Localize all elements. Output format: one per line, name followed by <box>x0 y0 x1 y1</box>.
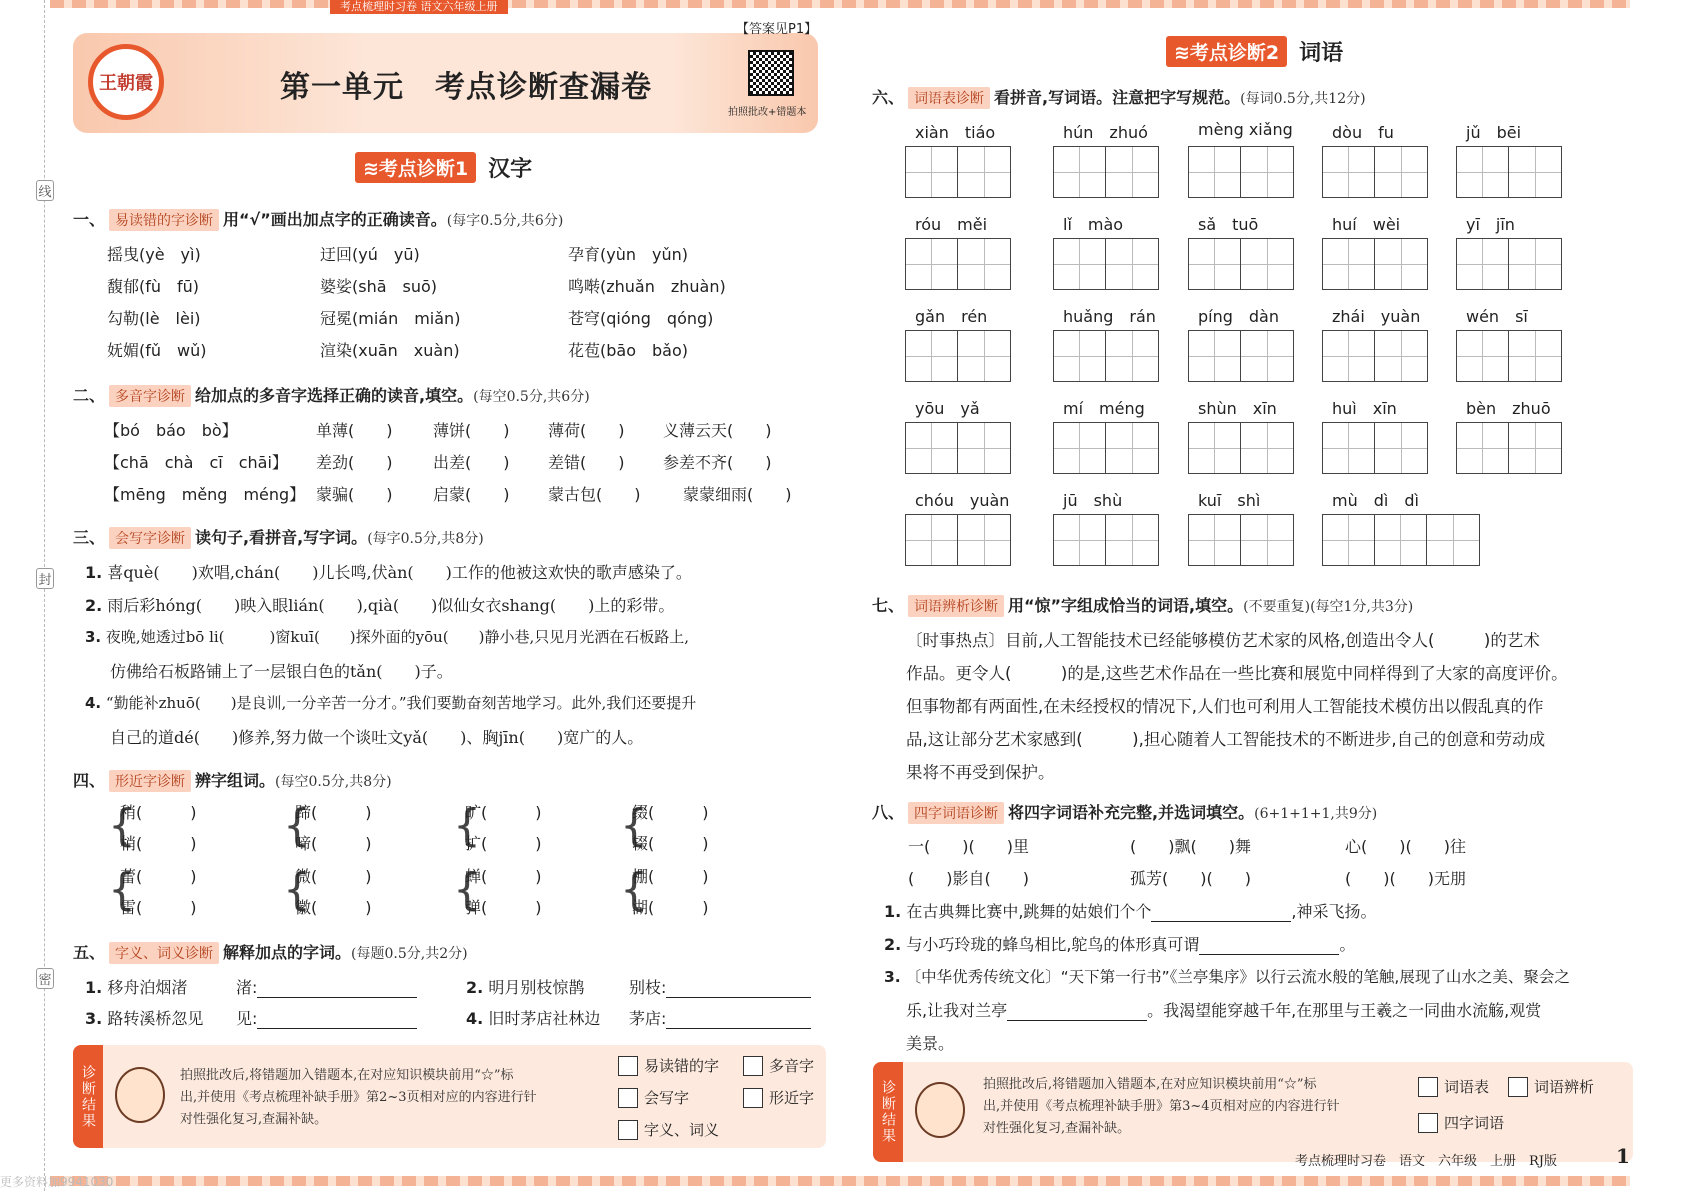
top-banner: 考点梳理时习卷 语文六年级上册 <box>330 0 508 14</box>
grid-cell[interactable] <box>1189 423 1241 473</box>
character-writing-grid[interactable] <box>1456 330 1562 382</box>
q7-paragraph-line: 但事物都有两面性,在未经授权的情况下,人们也可利用人工智能技术模仿出以假乱真的作 <box>906 697 1544 716</box>
pinyin-label: huí wèi <box>1332 215 1401 234</box>
q4-brace: { <box>108 800 136 851</box>
pinyin-label: huì xīn <box>1332 399 1397 418</box>
q8-sentence: 乐,让我对兰亭 。我渴望能穿越千年,在那里与王羲之一同曲水流觞,观赏 <box>906 1001 1542 1020</box>
q8-answer-line[interactable] <box>1151 904 1291 922</box>
pinyin-label: hún zhuó <box>1063 123 1148 142</box>
section1-tag: ≋考点诊断1 <box>355 152 476 183</box>
diagnosis-result-box-left <box>73 1045 826 1148</box>
q7-instruction: 用“惊”字组成恰当的词语,填空。 <box>1008 596 1244 615</box>
q4-item[interactable]: 雷( ) <box>120 898 197 917</box>
grid-cell[interactable] <box>1054 239 1106 289</box>
q3-line: 自己的道dé( )修养,努力做一个谈吐文yǎ( )、胸jīn( )宽广的人。 <box>110 728 644 747</box>
q7-paragraph-line: 作品。更令人( )的是,这些艺术作品在一些比赛和展览中同样得到了大家的高度评价。 <box>906 664 1568 683</box>
q8-idiom-blank[interactable]: ( )飘( )舞 <box>1130 837 1251 856</box>
pinyin-label: píng dàn <box>1198 307 1280 326</box>
brand-logo: 王朝霞 <box>88 44 164 120</box>
q4-item[interactable]: 蝉( ) <box>465 867 542 886</box>
character-writing-grid[interactable] <box>1188 514 1294 566</box>
grid-cell[interactable] <box>1241 331 1293 381</box>
q4-item[interactable]: 啼( ) <box>295 834 372 853</box>
q4-item[interactable]: 缀( ) <box>632 803 709 822</box>
grid-cell[interactable] <box>1457 331 1509 381</box>
q4-label: 形近字诊断 <box>109 770 191 792</box>
pinyin-label: mí méng <box>1063 399 1145 418</box>
q4-item[interactable]: 辍( ) <box>632 834 709 853</box>
q2-blank[interactable]: 差错( ) <box>548 453 625 472</box>
checkbox-item[interactable]: 词语表 <box>1418 1076 1489 1097</box>
pinyin-label: xiàn tiáo <box>915 123 996 142</box>
q8-idiom-blank[interactable]: 一( )( )里 <box>908 837 1029 856</box>
q4-brace: { <box>620 800 648 851</box>
pinyin-label: dòu fu <box>1332 123 1394 142</box>
qr-caption: 拍照批改+错题本 <box>728 107 807 118</box>
q8-score-note: (6+1+1+1,共9分) <box>1254 806 1378 822</box>
q3-line: 3. 夜晚,她透过bō li( )窗kuī( )探外面的yōu( )静小巷,只见月光洒在石板路上, <box>85 628 690 646</box>
q8-header <box>872 800 1377 824</box>
q7-number: 七、 <box>872 596 905 615</box>
q2-header <box>73 383 590 407</box>
q5-answer[interactable]: 茅店: <box>629 1006 811 1029</box>
grid-cell[interactable] <box>1375 423 1427 473</box>
bottom-wave-border <box>50 1176 1630 1186</box>
character-writing-grid[interactable] <box>1322 238 1428 290</box>
grid-cell[interactable] <box>1375 515 1427 565</box>
diagnosis-result-box-right <box>873 1062 1633 1162</box>
pinyin-label: kuī shì <box>1198 491 1261 510</box>
q8-sentence: 2. 与小巧玲珑的蜂鸟相比,鸵鸟的体形真可谓 。 <box>884 935 1356 954</box>
q1-item: 摇曳(yè yì) <box>107 245 201 264</box>
q8-sentence: 1. 在古典舞比赛中,跳舞的姑娘们个个 ,神采飞扬。 <box>884 902 1377 921</box>
character-writing-grid[interactable] <box>1322 514 1480 566</box>
q8-sentence: 3. 〔中华优秀传统文化〕“天下第一行书”《兰亭集序》以行云流水般的笔触,展现了山水之美、聚会之 <box>884 968 1570 986</box>
q8-answer-line[interactable] <box>1199 937 1339 955</box>
pinyin-label: shùn xīn <box>1198 399 1277 418</box>
q8-instruction: 将四字词语补充完整,并选词填空。 <box>1008 803 1255 822</box>
q2-blank[interactable]: 义薄云天( ) <box>663 421 772 440</box>
q4-score-note: (每空0.5分,共8分) <box>275 774 392 790</box>
q2-blank[interactable]: 参差不齐( ) <box>663 453 772 472</box>
q6-number: 六、 <box>872 88 905 107</box>
q8-idiom-blank[interactable]: 心( )( )往 <box>1345 837 1466 856</box>
q7-paragraph-line: 品,这让部分艺术家感到( ),担心随着人工智能技术的不断进步,自己的创意和劳动成 <box>906 730 1546 749</box>
q4-item[interactable]: 湖( ) <box>632 898 709 917</box>
character-writing-grid[interactable] <box>1322 146 1428 198</box>
q3-line: 1. 喜què( )欢唱,chán( )儿长鸣,伏àn( )工作的他被这欢快的歌声感染了。 <box>85 563 692 582</box>
character-writing-grid[interactable] <box>905 514 1011 566</box>
section2-tag: ≋考点诊断2 <box>1166 36 1287 67</box>
pinyin-label: mèng xiǎng <box>1198 120 1293 139</box>
q1-header <box>73 207 563 231</box>
pinyin-label: wén sī <box>1466 307 1528 326</box>
grid-cell[interactable] <box>1189 239 1241 289</box>
section1-heading <box>355 152 532 183</box>
q4-item[interactable]: 稍( ) <box>120 803 197 822</box>
grid-cell[interactable] <box>1241 423 1293 473</box>
q1-label: 易读错的字诊断 <box>109 209 219 231</box>
q4-item[interactable]: 蕾( ) <box>120 867 197 886</box>
student-avatar-icon <box>115 1067 165 1123</box>
q2-options: 【mēng měng méng】 <box>104 485 306 504</box>
character-writing-grid[interactable] <box>905 238 1011 290</box>
q1-item: 婆娑(shā suō) <box>320 277 438 296</box>
q2-blank[interactable]: 蒙古包( ) <box>548 485 641 504</box>
pinyin-label: bèn zhuō <box>1466 399 1551 418</box>
spine-label-seal: 封 <box>36 568 54 589</box>
top-wave-border <box>50 0 1630 8</box>
q5-item: 4. 旧时茅店社林边 <box>466 1009 601 1028</box>
grid-cell[interactable] <box>1375 147 1427 197</box>
answer-reference: 【答案见P1】 <box>736 22 818 37</box>
q4-item[interactable]: 徽( ) <box>295 898 372 917</box>
q5-item: 2. 明月别枝惊鹊 <box>466 978 585 997</box>
q1-item: 渲染(xuān xuàn) <box>320 341 460 360</box>
q6-score-note: (每词0.5分,共12分) <box>1240 91 1366 107</box>
grid-cell[interactable] <box>1509 239 1561 289</box>
q5-item: 3. 路转溪桥忽见 <box>85 1009 204 1028</box>
q2-blank[interactable]: 蒙蒙细雨( ) <box>683 485 792 504</box>
q7-score-note: (不要重复)(每空1分,共3分) <box>1243 599 1414 615</box>
q4-item[interactable]: 扩( ) <box>465 834 542 853</box>
grid-cell[interactable] <box>1509 423 1561 473</box>
q4-header <box>73 768 392 792</box>
grid-cell[interactable] <box>1323 331 1375 381</box>
grid-cell[interactable] <box>958 423 1010 473</box>
spine-label-line: 线 <box>36 180 54 201</box>
page-title: 第一单元 考点诊断查漏卷 <box>280 70 652 105</box>
character-writing-grid[interactable] <box>1053 238 1159 290</box>
q5-label: 字义、词义诊断 <box>109 942 219 964</box>
q4-item[interactable]: 弹( ) <box>465 898 542 917</box>
q1-score-note: (每字0.5分,共6分) <box>446 213 564 229</box>
q2-label: 多音字诊断 <box>109 385 191 407</box>
character-writing-grid[interactable] <box>1322 330 1428 382</box>
q4-instruction: 辨字组词。 <box>195 771 276 790</box>
character-writing-grid[interactable] <box>905 422 1011 474</box>
q5-number: 五、 <box>73 943 106 962</box>
q3-line: 4. “勤能补zhuō( )是良训,一分辛苦一分才。”我们要勤奋刻苦地学习。此外,我们还要提升 <box>85 694 697 712</box>
character-writing-grid[interactable] <box>1053 514 1159 566</box>
q1-instruction: 用“√”画出加点字的正确读音。 <box>223 210 447 229</box>
q4-number: 四、 <box>73 771 106 790</box>
q3-header <box>73 525 484 549</box>
q2-options: 【bó báo bò】 <box>104 421 238 440</box>
grid-cell[interactable] <box>906 423 958 473</box>
q5-instruction: 解释加点的字词。 <box>223 943 352 962</box>
q1-item: 鸣啭(zhuǎn zhuàn) <box>568 277 726 296</box>
page-footer-text: 考点梳理时习卷 语文 六年级 上册 RJ版 <box>1295 1154 1557 1169</box>
grid-cell[interactable] <box>1375 331 1427 381</box>
grid-cell[interactable] <box>1427 515 1479 565</box>
q6-header <box>872 85 1366 109</box>
grid-cell[interactable] <box>1189 515 1241 565</box>
q1-item: 花苞(bāo bǎo) <box>568 341 688 360</box>
section2-title: 词语 <box>1299 41 1344 66</box>
q8-idiom-blank[interactable]: ( )( )无朋 <box>1345 869 1466 888</box>
q4-brace: { <box>283 864 311 915</box>
grid-cell[interactable] <box>958 147 1010 197</box>
grid-cell[interactable] <box>1375 239 1427 289</box>
grid-cell[interactable] <box>1323 239 1375 289</box>
pinyin-label: mù dì dì <box>1332 491 1419 510</box>
character-writing-grid[interactable] <box>1456 146 1562 198</box>
pinyin-label: gǎn rén <box>915 307 988 326</box>
diagnosis-result-label: 诊断结果 <box>73 1045 103 1148</box>
grid-cell[interactable] <box>958 331 1010 381</box>
q7-header <box>872 593 1413 617</box>
grid-cell[interactable] <box>906 239 958 289</box>
q2-blank[interactable]: 差劲( ) <box>316 453 393 472</box>
diagnosis-result-label: 诊断结果 <box>873 1062 903 1162</box>
checkbox-item[interactable]: 会写字 <box>618 1087 689 1108</box>
checkbox-item[interactable]: 词语辨析 <box>1508 1076 1594 1097</box>
q2-blank[interactable]: 单薄( ) <box>316 421 393 440</box>
q1-item: 馥郁(fù fū) <box>107 277 200 296</box>
q2-score-note: (每空0.5分,共6分) <box>473 389 590 405</box>
q8-idiom-blank[interactable]: 孤芳( )( ) <box>1130 869 1251 888</box>
q4-brace: { <box>283 800 311 851</box>
checkbox-item[interactable]: 字义、词义 <box>618 1119 719 1140</box>
q4-brace: { <box>620 864 648 915</box>
grid-cell[interactable] <box>1106 423 1158 473</box>
grid-cell[interactable] <box>1189 331 1241 381</box>
q8-answer-line[interactable] <box>1007 1003 1147 1021</box>
grid-cell[interactable] <box>1106 515 1158 565</box>
q7-paragraph-line: 〔时事热点〕目前,人工智能技术已经能够模仿艺术家的风格,创造出令人( )的艺术 <box>906 631 1540 650</box>
q2-number: 二、 <box>73 386 106 405</box>
q2-options: 【chā chà cī chāi】 <box>104 453 288 472</box>
q1-number: 一、 <box>73 210 106 229</box>
q1-item: 迂回(yú yū) <box>320 245 420 264</box>
checkbox-item[interactable]: 易读错的字 <box>618 1055 719 1076</box>
character-writing-grid[interactable] <box>1188 330 1294 382</box>
q3-label: 会写字诊断 <box>109 527 191 549</box>
section1-title: 汉字 <box>488 157 533 182</box>
q3-number: 三、 <box>73 528 106 547</box>
q6-label: 词语表诊断 <box>908 87 990 109</box>
pinyin-label: jū shù <box>1063 491 1123 510</box>
grid-cell[interactable] <box>1189 147 1241 197</box>
q2-instruction: 给加点的多音字选择正确的读音,填空。 <box>195 386 474 405</box>
q4-item[interactable]: 旷( ) <box>465 803 542 822</box>
grid-cell[interactable] <box>1457 239 1509 289</box>
grid-cell[interactable] <box>1457 147 1509 197</box>
q1-item: 勾勒(lè lèi) <box>107 309 201 328</box>
qr-code-icon[interactable] <box>748 50 794 96</box>
q2-blank[interactable]: 薄荷( ) <box>548 421 625 440</box>
q8-label: 四字词语诊断 <box>908 802 1004 824</box>
character-writing-grid[interactable] <box>1188 146 1294 198</box>
q4-brace: { <box>453 864 481 915</box>
grid-cell[interactable] <box>1457 423 1509 473</box>
character-writing-grid[interactable] <box>1456 422 1562 474</box>
q2-blank[interactable]: 出差( ) <box>433 453 510 472</box>
grid-cell[interactable] <box>1323 423 1375 473</box>
q4-item[interactable]: 梢( ) <box>120 834 197 853</box>
q6-instruction: 看拼音,写词语。注意把字写规范。 <box>994 88 1241 107</box>
grid-cell[interactable] <box>1106 239 1158 289</box>
q3-instruction: 读句子,看拼音,写字词。 <box>195 528 368 547</box>
q3-line: 仿佛给石板路铺上了一层银白色的tǎn( )子。 <box>110 662 453 681</box>
diagnosis-instructions: 拍照批改后,将错题加入错题本,在对应知识模块前用“☆”标 出,并使用《考点梳理补缺手册》第3~4页相对应的内容进行针 对性强化复习,查漏补缺。 <box>983 1077 1340 1136</box>
grid-cell[interactable] <box>958 239 1010 289</box>
pinyin-label: sǎ tuō <box>1198 215 1259 234</box>
q1-item: 冠冕(mián miǎn) <box>320 309 461 328</box>
q4-brace: { <box>108 864 136 915</box>
binding-line <box>44 0 45 1191</box>
q5-header <box>73 940 468 964</box>
character-writing-grid[interactable] <box>905 330 1011 382</box>
q5-answer[interactable]: 见: <box>236 1006 417 1029</box>
q7-paragraph-line: 果将不再受到保护。 <box>906 763 1055 782</box>
character-writing-grid[interactable] <box>1053 422 1159 474</box>
q4-brace: { <box>453 800 481 851</box>
grid-cell[interactable] <box>1054 147 1106 197</box>
character-writing-grid[interactable] <box>1188 238 1294 290</box>
character-writing-grid[interactable] <box>1188 422 1294 474</box>
q5-item: 1. 移舟泊烟渚 <box>85 978 188 997</box>
q5-score-note: (每题0.5分,共2分) <box>351 946 468 962</box>
q1-item: 孕育(yùn yǔn) <box>568 245 688 264</box>
grid-cell[interactable] <box>906 147 958 197</box>
q4-item[interactable]: 棚( ) <box>632 867 709 886</box>
spine-label-secret: 密 <box>36 968 54 989</box>
pinyin-label: yōu yǎ <box>915 399 980 418</box>
student-avatar-icon <box>915 1082 965 1138</box>
pinyin-label: jǔ bēi <box>1466 123 1522 142</box>
q8-sentence: 美景。 <box>906 1034 955 1053</box>
pinyin-label: yī jīn <box>1466 215 1515 234</box>
q8-number: 八、 <box>872 803 905 822</box>
pinyin-label: chóu yuàn <box>915 491 1010 510</box>
q2-blank[interactable]: 蒙骗( ) <box>316 485 393 504</box>
grid-cell[interactable] <box>1323 147 1375 197</box>
q2-blank[interactable]: 启蒙( ) <box>433 485 510 504</box>
character-writing-grid[interactable] <box>1053 330 1159 382</box>
grid-cell[interactable] <box>906 331 958 381</box>
q5-answer[interactable]: 别枝: <box>629 975 811 998</box>
q4-item[interactable]: 蹄( ) <box>295 803 372 822</box>
checkbox-item[interactable]: 四字词语 <box>1418 1112 1504 1133</box>
q5-answer[interactable]: 渚: <box>236 975 417 998</box>
grid-cell[interactable] <box>1241 515 1293 565</box>
grid-cell[interactable] <box>1106 331 1158 381</box>
pinyin-label: huǎng rán <box>1063 307 1156 326</box>
q3-line: 2. 雨后彩hóng( )映入眼lián( ),qià( )似仙女衣shang( )上的彩带。 <box>85 596 675 615</box>
diagnosis-instructions: 拍照批改后,将错题加入错题本,在对应知识模块前用“☆”标 出,并使用《考点梳理补缺手册》第2~3页相对应的内容进行针 对性强化复习,查漏补缺。 <box>180 1068 537 1127</box>
grid-cell[interactable] <box>1241 239 1293 289</box>
character-writing-grid[interactable] <box>905 146 1011 198</box>
pinyin-label: róu měi <box>915 215 988 234</box>
grid-cell[interactable] <box>1054 331 1106 381</box>
checkbox-item[interactable]: 多音字 <box>743 1055 814 1076</box>
watermark: 更多资料加9941030 <box>0 1175 114 1189</box>
section2-heading <box>1166 36 1343 67</box>
grid-cell[interactable] <box>1509 331 1561 381</box>
grid-cell[interactable] <box>1509 147 1561 197</box>
pinyin-label: lǐ mào <box>1063 215 1124 234</box>
grid-cell[interactable] <box>1323 515 1375 565</box>
q3-score-note: (每字0.5分,共8分) <box>367 531 484 547</box>
page-number: 1 <box>1616 1144 1630 1168</box>
grid-cell[interactable] <box>906 515 958 565</box>
checkbox-item[interactable]: 形近字 <box>743 1087 814 1108</box>
grid-cell[interactable] <box>1054 423 1106 473</box>
grid-cell[interactable] <box>1106 147 1158 197</box>
character-writing-grid[interactable] <box>1456 238 1562 290</box>
q1-item: 妩媚(fǔ wǔ) <box>107 341 207 360</box>
character-writing-grid[interactable] <box>1053 146 1159 198</box>
q8-idiom-blank[interactable]: ( )影自( ) <box>908 869 1029 888</box>
character-writing-grid[interactable] <box>1322 422 1428 474</box>
q4-item[interactable]: 微( ) <box>295 867 372 886</box>
pinyin-label: zhái yuàn <box>1332 307 1421 326</box>
q2-blank[interactable]: 薄饼( ) <box>433 421 510 440</box>
grid-cell[interactable] <box>958 515 1010 565</box>
q1-item: 苍穹(qióng qóng) <box>568 309 714 328</box>
grid-cell[interactable] <box>1054 515 1106 565</box>
grid-cell[interactable] <box>1241 147 1293 197</box>
q7-label: 词语辨析诊断 <box>908 595 1004 617</box>
